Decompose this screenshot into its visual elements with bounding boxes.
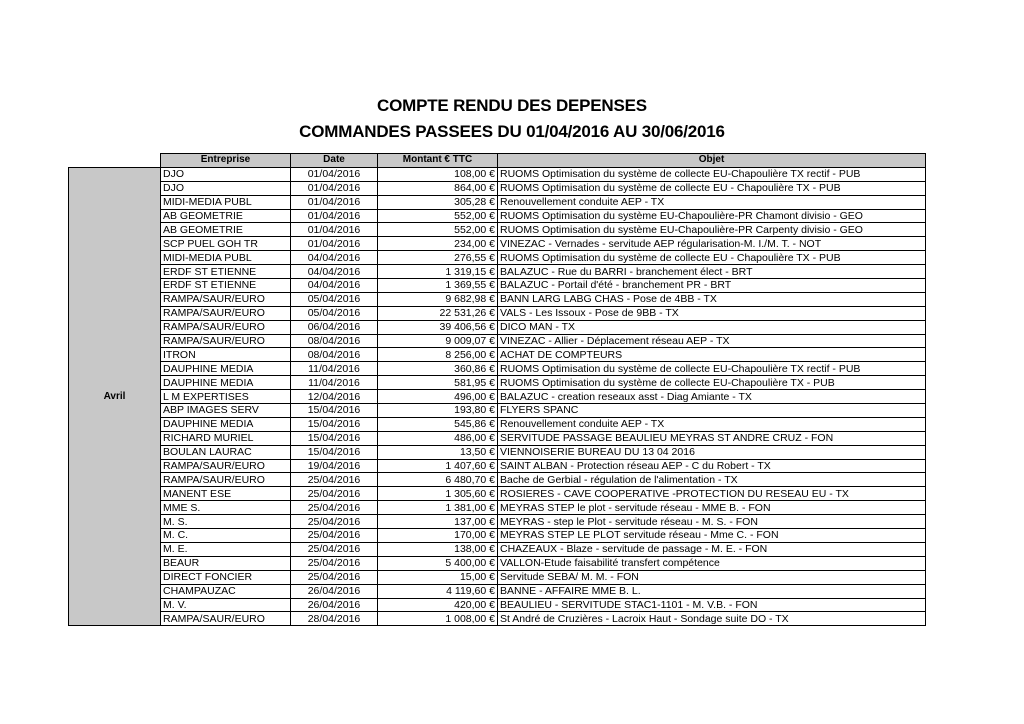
cell-montant: 486,00 € [378, 431, 498, 445]
cell-entreprise: ERDF ST ETIENNE [161, 265, 291, 279]
cell-date: 05/04/2016 [291, 306, 378, 320]
table-body [69, 167, 926, 625]
cell-date: 06/04/2016 [291, 320, 378, 334]
cell-entreprise: M. E. [161, 542, 291, 556]
cell-montant: 234,00 € [378, 237, 498, 251]
cell-objet: MEYRAS STEP LE PLOT servitude réseau - Mme C. - FON [498, 529, 926, 543]
cell-montant: 8 256,00 € [378, 348, 498, 362]
cell-date: 01/04/2016 [291, 181, 378, 195]
cell-date: 01/04/2016 [291, 209, 378, 223]
month-header-blank [69, 154, 161, 168]
cell-entreprise: MIDI-MEDIA PUBL [161, 195, 291, 209]
cell-montant: 1 407,60 € [378, 459, 498, 473]
cell-date: 25/04/2016 [291, 570, 378, 584]
cell-objet: CHAZEAUX - Blaze - servitude de passage - M. E. - FON [498, 542, 926, 556]
table-row [69, 251, 926, 265]
cell-objet: RUOMS Optimisation du système de collecte EU-Chapoulière TX rectif - PUB [498, 167, 926, 181]
cell-date: 15/04/2016 [291, 431, 378, 445]
cell-montant: 13,50 € [378, 445, 498, 459]
cell-objet: BANNE - AFFAIRE MME B. L. [498, 584, 926, 598]
cell-montant: 5 400,00 € [378, 556, 498, 570]
table-row [69, 515, 926, 529]
table-row [69, 529, 926, 543]
cell-entreprise: DAUPHINE MEDIA [161, 362, 291, 376]
cell-objet: BALAZUC - Rue du BARRI - branchement élect - BRT [498, 265, 926, 279]
cell-entreprise: BOULAN LAURAC [161, 445, 291, 459]
cell-montant: 1 008,00 € [378, 612, 498, 626]
table-row [69, 306, 926, 320]
cell-entreprise: M. S. [161, 515, 291, 529]
cell-objet: VIENNOISERIE BUREAU DU 13 04 2016 [498, 445, 926, 459]
cell-date: 15/04/2016 [291, 417, 378, 431]
table-row [69, 598, 926, 612]
cell-date: 01/04/2016 [291, 223, 378, 237]
cell-montant: 22 531,26 € [378, 306, 498, 320]
cell-date: 25/04/2016 [291, 487, 378, 501]
cell-entreprise: MANENT ESE [161, 487, 291, 501]
cell-montant: 305,28 € [378, 195, 498, 209]
table-row [69, 542, 926, 556]
header-entreprise: Entreprise [161, 154, 291, 168]
expenses-table [68, 153, 926, 626]
cell-date: 25/04/2016 [291, 542, 378, 556]
table-row [69, 431, 926, 445]
cell-montant: 552,00 € [378, 223, 498, 237]
cell-entreprise: MIDI-MEDIA PUBL [161, 251, 291, 265]
cell-date: 25/04/2016 [291, 501, 378, 515]
table-row [69, 376, 926, 390]
cell-date: 15/04/2016 [291, 445, 378, 459]
cell-objet: MEYRAS - step le Plot - servitude réseau - M. S. - FON [498, 515, 926, 529]
cell-date: 04/04/2016 [291, 279, 378, 293]
cell-montant: 1 305,60 € [378, 487, 498, 501]
cell-montant: 15,00 € [378, 570, 498, 584]
cell-date: 25/04/2016 [291, 556, 378, 570]
cell-objet: SAINT ALBAN - Protection réseau AEP - C du Robert - TX [498, 459, 926, 473]
cell-montant: 581,95 € [378, 376, 498, 390]
cell-montant: 360,86 € [378, 362, 498, 376]
cell-entreprise: AB GEOMETRIE [161, 223, 291, 237]
cell-date: 25/04/2016 [291, 473, 378, 487]
table-row [69, 612, 926, 626]
table-row [69, 501, 926, 515]
cell-montant: 137,00 € [378, 515, 498, 529]
cell-montant: 108,00 € [378, 167, 498, 181]
cell-montant: 552,00 € [378, 209, 498, 223]
cell-entreprise: RAMPA/SAUR/EURO [161, 473, 291, 487]
table-row [69, 445, 926, 459]
cell-montant: 496,00 € [378, 390, 498, 404]
table-row [69, 265, 926, 279]
cell-date: 01/04/2016 [291, 167, 378, 181]
cell-date: 26/04/2016 [291, 598, 378, 612]
table-row [69, 195, 926, 209]
cell-objet: Renouvellement conduite AEP - TX [498, 195, 926, 209]
cell-entreprise: CHAMPAUZAC [161, 584, 291, 598]
cell-entreprise: MME S. [161, 501, 291, 515]
cell-objet: BALAZUC - creation reseaux asst - Diag Amiante - TX [498, 390, 926, 404]
cell-entreprise: DJO [161, 181, 291, 195]
table-row [69, 362, 926, 376]
cell-montant: 420,00 € [378, 598, 498, 612]
table-row [69, 348, 926, 362]
cell-objet: RUOMS Optimisation du système de collecte EU-Chapoulière TX rectif - PUB [498, 362, 926, 376]
cell-montant: 193,80 € [378, 404, 498, 418]
cell-objet: BEAULIEU - SERVITUDE STAC1-1101 - M. V.B. - FON [498, 598, 926, 612]
cell-date: 19/04/2016 [291, 459, 378, 473]
cell-entreprise: RAMPA/SAUR/EURO [161, 612, 291, 626]
cell-entreprise: RAMPA/SAUR/EURO [161, 320, 291, 334]
cell-entreprise: BEAUR [161, 556, 291, 570]
cell-entreprise: SCP PUEL GOH TR [161, 237, 291, 251]
cell-date: 15/04/2016 [291, 404, 378, 418]
table-row [69, 487, 926, 501]
cell-objet: RUOMS Optimisation du système EU-Chapoulière-PR Carpenty divisio - GEO [498, 223, 926, 237]
cell-entreprise: DAUPHINE MEDIA [161, 376, 291, 390]
cell-entreprise: RICHARD MURIEL [161, 431, 291, 445]
cell-entreprise: AB GEOMETRIE [161, 209, 291, 223]
month-cell: Avril [69, 167, 161, 625]
cell-date: 01/04/2016 [291, 237, 378, 251]
cell-objet: MEYRAS STEP le plot - servitude réseau - MME B. - FON [498, 501, 926, 515]
cell-entreprise: DIRECT FONCIER [161, 570, 291, 584]
cell-objet: Servitude SEBA/ M. M. - FON [498, 570, 926, 584]
table-header-row [69, 154, 926, 168]
cell-montant: 9 682,98 € [378, 292, 498, 306]
document-title: COMPTE RENDU DES DEPENSES [377, 96, 647, 115]
cell-entreprise: M. C. [161, 529, 291, 543]
table-row [69, 334, 926, 348]
cell-objet: RUOMS Optimisation du système de collecte EU-Chapoulière TX - PUB [498, 376, 926, 390]
cell-objet: Renouvellement conduite AEP - TX [498, 417, 926, 431]
cell-objet: RUOMS Optimisation du système EU-Chapoulière-PR Chamont divisio - GEO [498, 209, 926, 223]
cell-date: 01/04/2016 [291, 195, 378, 209]
cell-montant: 864,00 € [378, 181, 498, 195]
cell-entreprise: L M EXPERTISES [161, 390, 291, 404]
header-objet: Objet [498, 154, 926, 168]
cell-entreprise: RAMPA/SAUR/EURO [161, 306, 291, 320]
table-row [69, 556, 926, 570]
table-row [69, 167, 926, 181]
table-row [69, 320, 926, 334]
cell-date: 25/04/2016 [291, 529, 378, 543]
cell-montant: 545,86 € [378, 417, 498, 431]
cell-entreprise: RAMPA/SAUR/EURO [161, 292, 291, 306]
cell-date: 25/04/2016 [291, 515, 378, 529]
cell-entreprise: DJO [161, 167, 291, 181]
table-row [69, 209, 926, 223]
cell-date: 11/04/2016 [291, 362, 378, 376]
cell-objet: RUOMS Optimisation du système de collecte EU - Chapoulière TX - PUB [498, 251, 926, 265]
cell-montant: 4 119,60 € [378, 584, 498, 598]
table-row [69, 584, 926, 598]
table-row [69, 404, 926, 418]
cell-montant: 1 369,55 € [378, 279, 498, 293]
table-row [69, 473, 926, 487]
cell-montant: 1 381,00 € [378, 501, 498, 515]
cell-objet: Bache de Gerbial - régulation de l'alimentation - TX [498, 473, 926, 487]
cell-objet: ACHAT DE COMPTEURS [498, 348, 926, 362]
cell-date: 28/04/2016 [291, 612, 378, 626]
cell-entreprise: DAUPHINE MEDIA [161, 417, 291, 431]
header-date: Date [291, 154, 378, 168]
cell-objet: VALLON-Etude faisabilité transfert compétence [498, 556, 926, 570]
cell-montant: 276,55 € [378, 251, 498, 265]
cell-objet: VALS - Les Issoux - Pose de 9BB - TX [498, 306, 926, 320]
cell-objet: BALAZUC - Portail d'été - branchement PR - BRT [498, 279, 926, 293]
cell-date: 04/04/2016 [291, 265, 378, 279]
cell-montant: 9 009,07 € [378, 334, 498, 348]
cell-objet: RUOMS Optimisation du système de collecte EU - Chapoulière TX - PUB [498, 181, 926, 195]
cell-entreprise: RAMPA/SAUR/EURO [161, 334, 291, 348]
cell-date: 11/04/2016 [291, 376, 378, 390]
table-row [69, 459, 926, 473]
cell-entreprise: ITRON [161, 348, 291, 362]
cell-objet: VINEZAC - Vernades - servitude AEP régularisation-M. I./M. T. - NOT [498, 237, 926, 251]
cell-date: 04/04/2016 [291, 251, 378, 265]
cell-date: 05/04/2016 [291, 292, 378, 306]
cell-objet: ROSIERES - CAVE COOPERATIVE -PROTECTION DU RESEAU EU - TX [498, 487, 926, 501]
table-row [69, 223, 926, 237]
cell-montant: 138,00 € [378, 542, 498, 556]
table-row [69, 237, 926, 251]
cell-montant: 1 319,15 € [378, 265, 498, 279]
cell-date: 26/04/2016 [291, 584, 378, 598]
table-row [69, 279, 926, 293]
cell-entreprise: ABP IMAGES SERV [161, 404, 291, 418]
cell-montant: 6 480,70 € [378, 473, 498, 487]
cell-objet: SERVITUDE PASSAGE BEAULIEU MEYRAS ST ANDRE CRUZ - FON [498, 431, 926, 445]
table-row [69, 390, 926, 404]
document-subtitle: COMMANDES PASSEES DU 01/04/2016 AU 30/06/2016 [299, 122, 725, 141]
table-row [69, 570, 926, 584]
cell-entreprise: ERDF ST ETIENNE [161, 279, 291, 293]
cell-objet: VINEZAC - Allier - Déplacement réseau AEP - TX [498, 334, 926, 348]
cell-objet: BANN LARG LABG CHAS - Pose de 4BB - TX [498, 292, 926, 306]
cell-objet: FLYERS SPANC [498, 404, 926, 418]
header-montant: Montant € TTC [378, 154, 498, 168]
cell-date: 12/04/2016 [291, 390, 378, 404]
cell-objet: St André de Cruzières - Lacroix Haut - Sondage suite DO - TX [498, 612, 926, 626]
cell-objet: DICO MAN - TX [498, 320, 926, 334]
cell-entreprise: RAMPA/SAUR/EURO [161, 459, 291, 473]
cell-date: 08/04/2016 [291, 334, 378, 348]
cell-date: 08/04/2016 [291, 348, 378, 362]
table-row [69, 292, 926, 306]
table-row [69, 417, 926, 431]
cell-montant: 39 406,56 € [378, 320, 498, 334]
cell-entreprise: M. V. [161, 598, 291, 612]
table-row [69, 181, 926, 195]
cell-montant: 170,00 € [378, 529, 498, 543]
